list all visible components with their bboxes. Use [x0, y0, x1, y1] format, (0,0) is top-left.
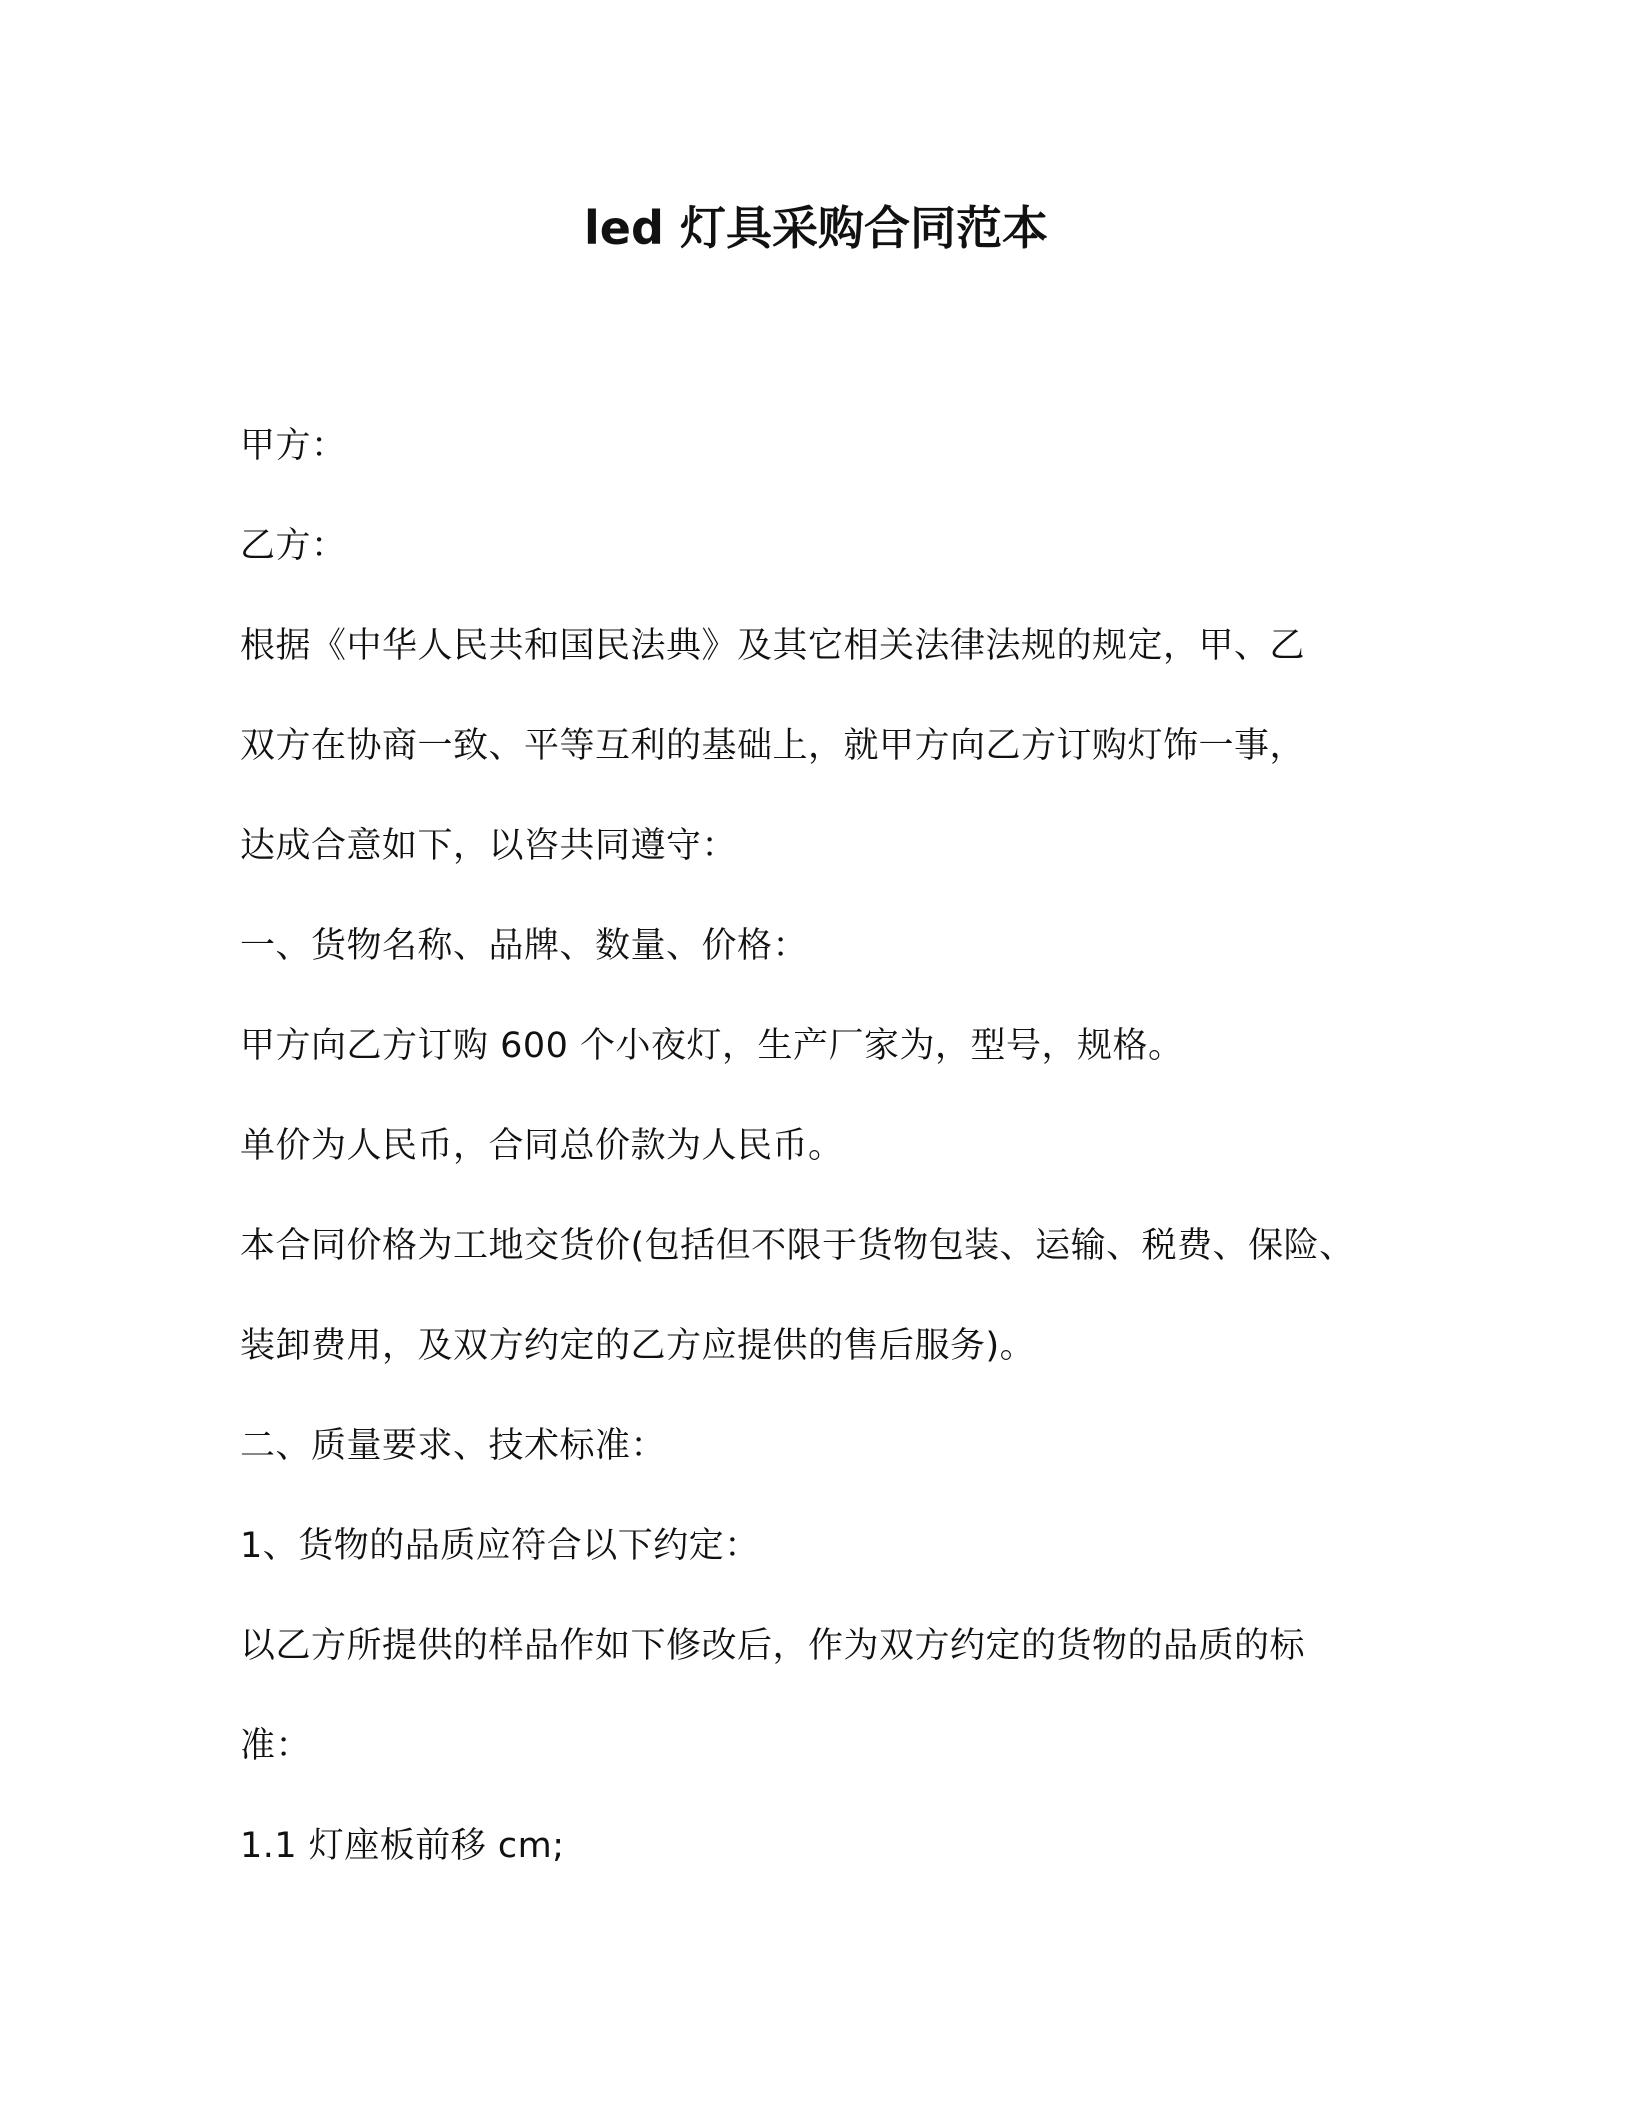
order-detail-line: 甲方向乙方订购 600 个小夜灯，生产厂家为，型号，规格。: [240, 1026, 1184, 1066]
clause-1-1-line: 1.1 灯座板前移 cm;: [240, 1826, 565, 1866]
price-terms-line-2: 装卸费用，及双方约定的乙方应提供的售后服务)。: [240, 1326, 1036, 1366]
document-title: led 灯具采购合同范本: [584, 201, 1048, 255]
quality-standard-line-2: 准：: [240, 1726, 312, 1766]
party-a-line: 甲方：: [240, 426, 347, 466]
preamble-line-3: 达成合意如下，以咨共同遵守：: [240, 826, 738, 866]
preamble-line-1: 根据《中华人民共和国民法典》及其它相关法律法规的规定，甲、乙: [240, 626, 1306, 666]
quality-standard-line-1: 以乙方所提供的样品作如下修改后，作为双方约定的货物的品质的标: [240, 1626, 1306, 1666]
section-2-heading: 二、质量要求、技术标准：: [240, 1426, 667, 1466]
quality-clause-1: 1、货物的品质应符合以下约定：: [240, 1526, 760, 1566]
preamble-line-2: 双方在协商一致、平等互利的基础上，就甲方向乙方订购灯饰一事，: [240, 726, 1306, 766]
section-1-heading: 一、货物名称、品牌、数量、价格：: [240, 926, 809, 966]
party-b-line: 乙方：: [240, 526, 347, 566]
price-terms-line-1: 本合同价格为工地交货价(包括但不限于货物包装、运输、税费、保险、: [240, 1226, 1355, 1266]
price-line: 单价为人民币，合同总价款为人民币。: [240, 1126, 844, 1166]
